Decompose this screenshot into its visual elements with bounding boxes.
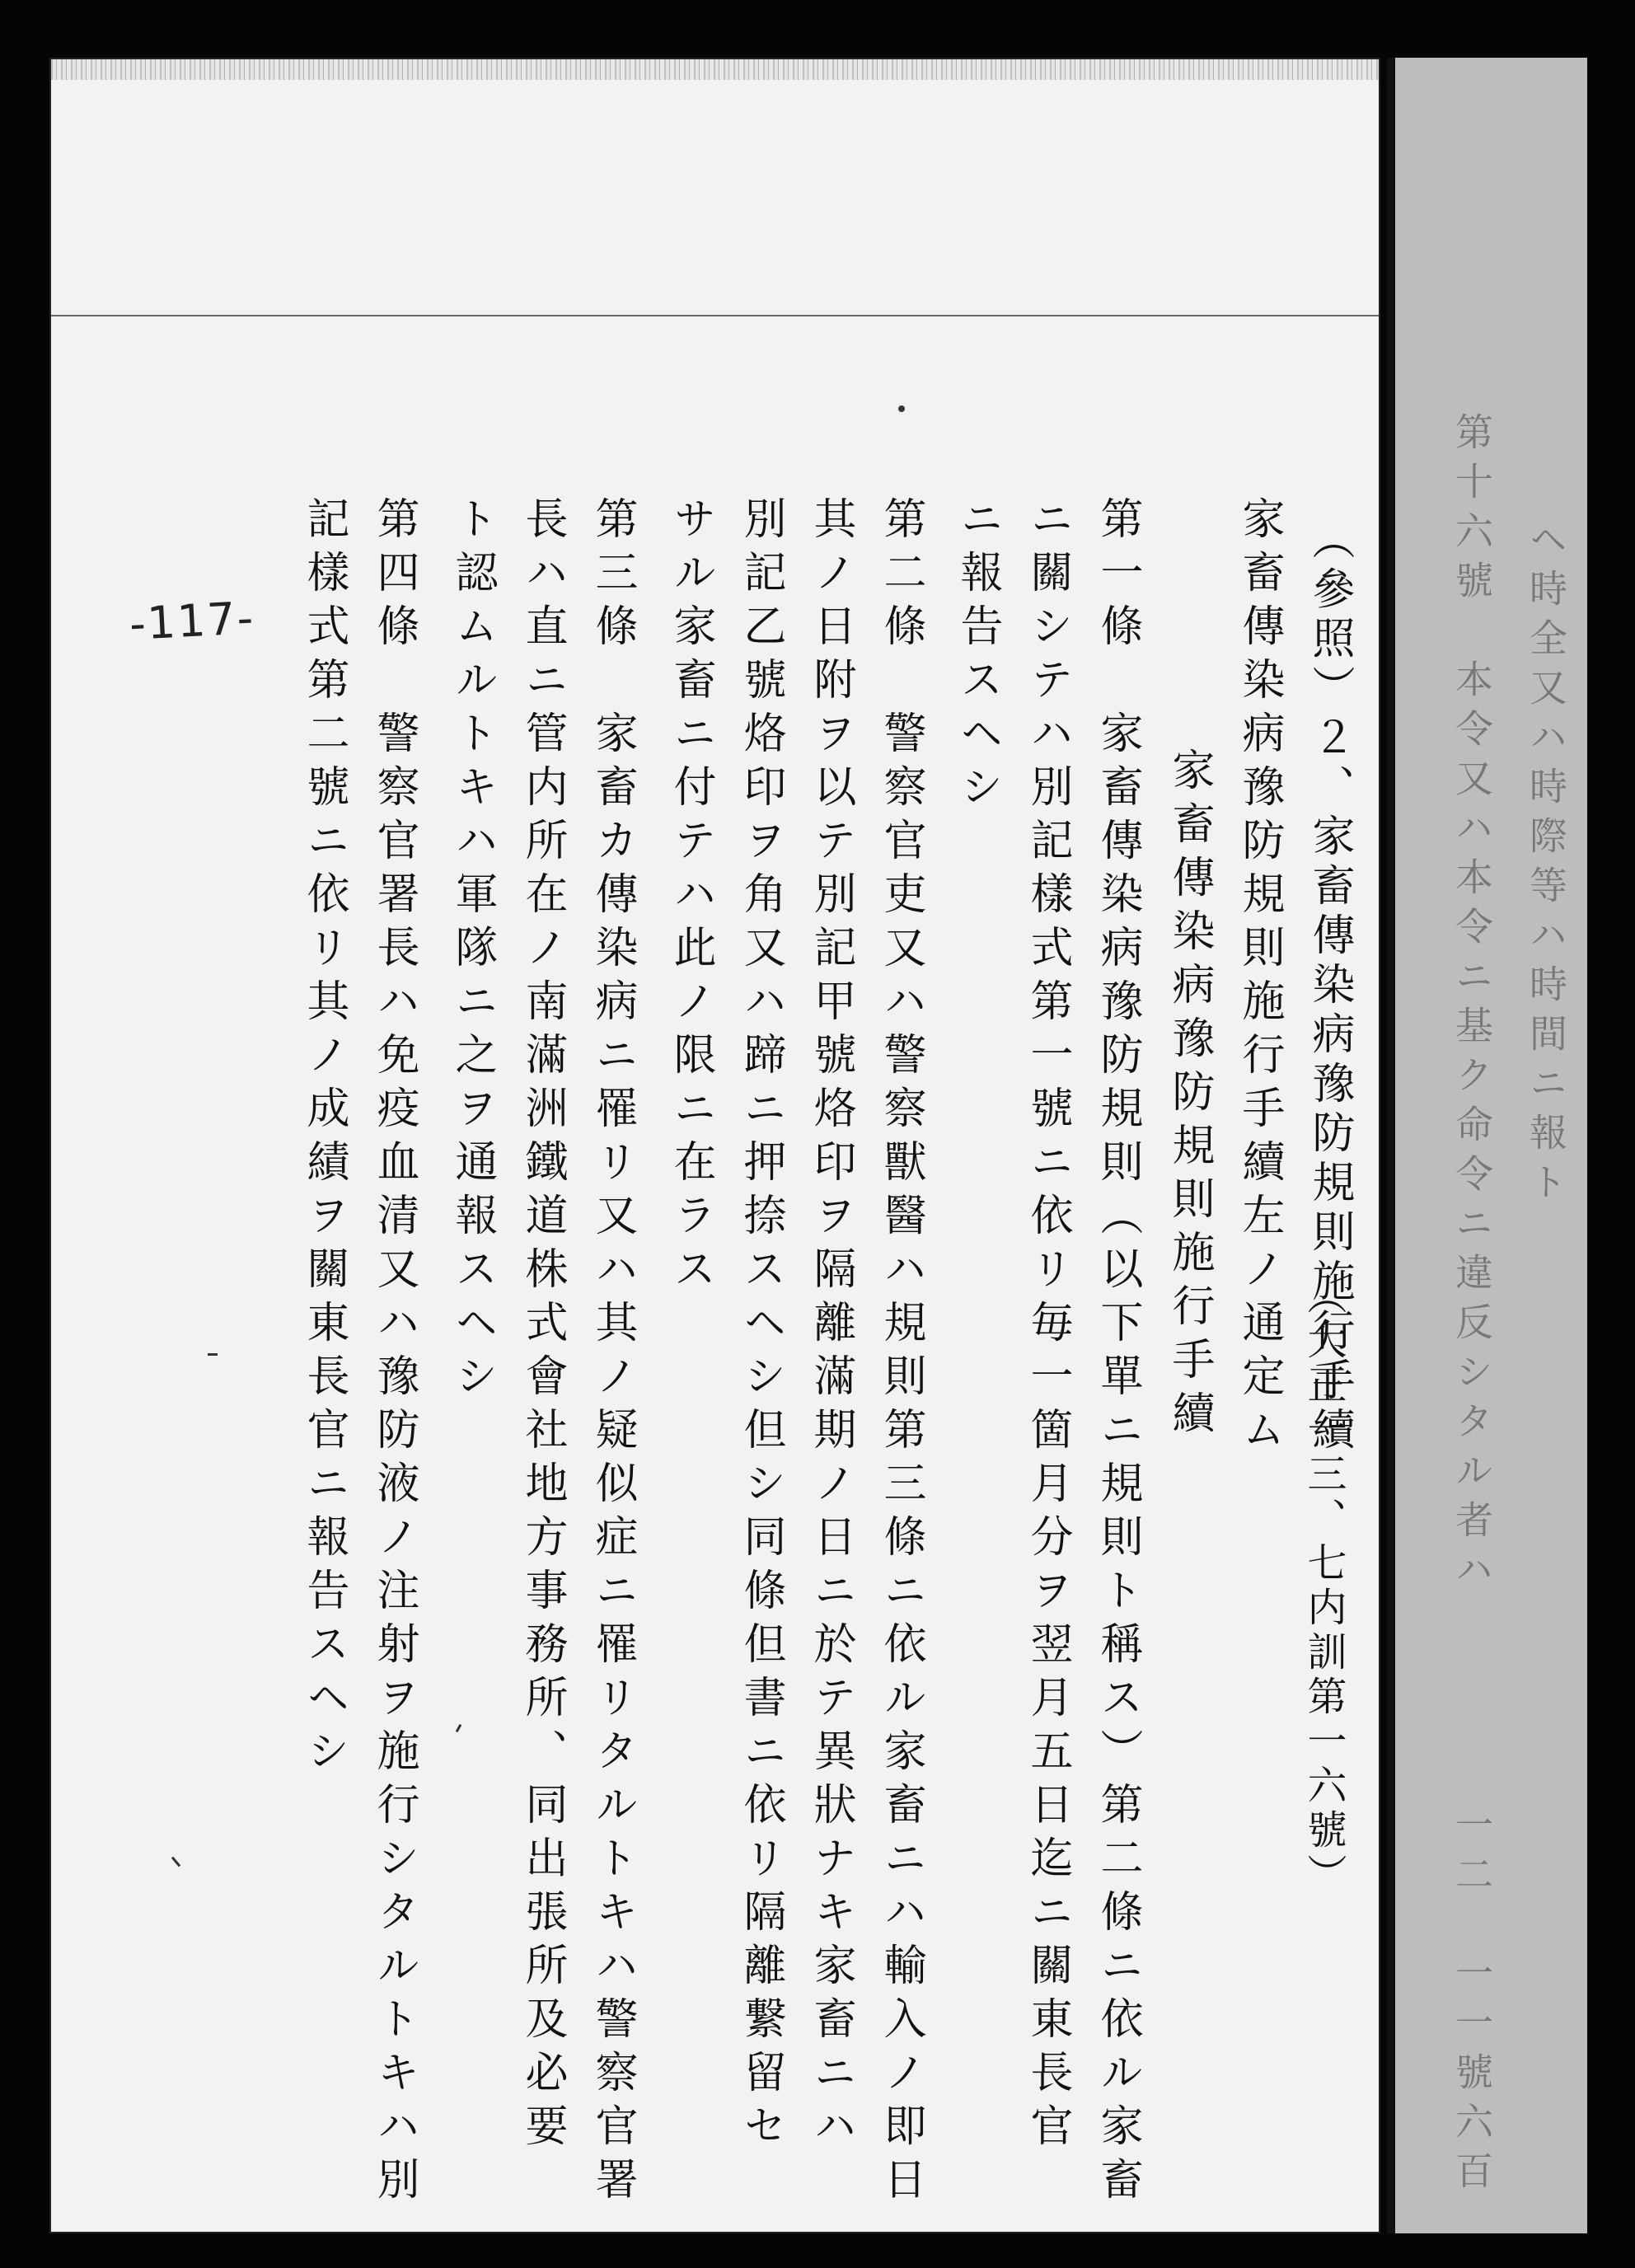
adjacent-page-line-2: 第十六號 本令又ハ本令ニ基ク命令ニ違反シタル者ハ (1450, 412, 1494, 1599)
reference-header: （參照）２、家畜傳染病豫防規則施行手續 (1305, 517, 1354, 1456)
document-title: 家畜傳染病豫防規則施行手續 (1164, 747, 1214, 1444)
enactment-line: 家畜傳染病豫防規則施行手續左ノ通定ム (1234, 496, 1284, 1460)
article-1-line-2: ニ關シテハ別記樣式第一號ニ依リ毎一箇月分ヲ翌月五日迄ニ關東長官 (1023, 496, 1072, 2157)
handwritten-page-number: -117- (128, 592, 256, 650)
ink-speck (898, 405, 905, 412)
adjacent-page-edge (1387, 58, 1587, 2233)
ink-speck (171, 1857, 180, 1867)
adjacent-page-line-1: ヘ時全又ハ時際等ハ時間ニ報ト (1524, 519, 1568, 1211)
article-2-line-3: 別記乙號烙印ヲ角又ハ蹄ニ押捺スヘシ但シ同條但書ニ依リ隔離繋留セ (736, 496, 785, 2157)
article-2-line-4: サル家畜ニ付テハ此ノ限ニ在ラス (666, 496, 715, 1300)
article-2-line-1: 第二條 警察官吏又ハ警察獸醫ハ規則第三條ニ依ル家畜ニハ輸入ノ即日 (876, 496, 925, 2210)
scan-edge-noise (51, 59, 1379, 80)
ink-speck (456, 1724, 462, 1732)
article-1-line-1: 第一條 家畜傳染病豫防規則（以下單ニ規則ト稱ス）第二條ニ依ル家畜 (1093, 496, 1142, 2210)
adjacent-page-line-3: 一二 一一號六百 (1450, 1805, 1494, 2200)
ink-speck (208, 1353, 218, 1356)
date-line: （大正一三、七内訓第一六號） (1300, 1275, 1347, 1898)
article-4-line-1: 第四條 警察官署長ハ免疫血清又ハ豫防液ノ注射ヲ施行シタルトキハ別 (369, 496, 419, 2210)
fold-line (51, 315, 1379, 316)
document-page (49, 58, 1380, 2233)
article-4-line-2: 記樣式第二號ニ依リ其ノ成績ヲ關東長官ニ報告スヘシ (299, 496, 349, 1782)
article-3-line-3: ト認ムルトキハ軍隊ニ之ヲ通報スヘシ (447, 496, 497, 1407)
article-3-line-2: 長ハ直ニ管内所在ノ南滿洲鐵道株式會社地方事務所、同出張所及必要 (518, 496, 567, 2157)
article-2-line-2: 其ノ日附ヲ以テ別記甲號烙印ヲ隔離滿期ノ日ニ於テ異狀ナキ家畜ニハ (806, 496, 855, 2157)
article-3-line-1: 第三條 家畜カ傳染病ニ罹リ又ハ其ノ疑似症ニ罹リタルトキハ警察官署 (588, 496, 637, 2210)
article-1-line-3: ニ報告スヘシ (953, 496, 1002, 818)
